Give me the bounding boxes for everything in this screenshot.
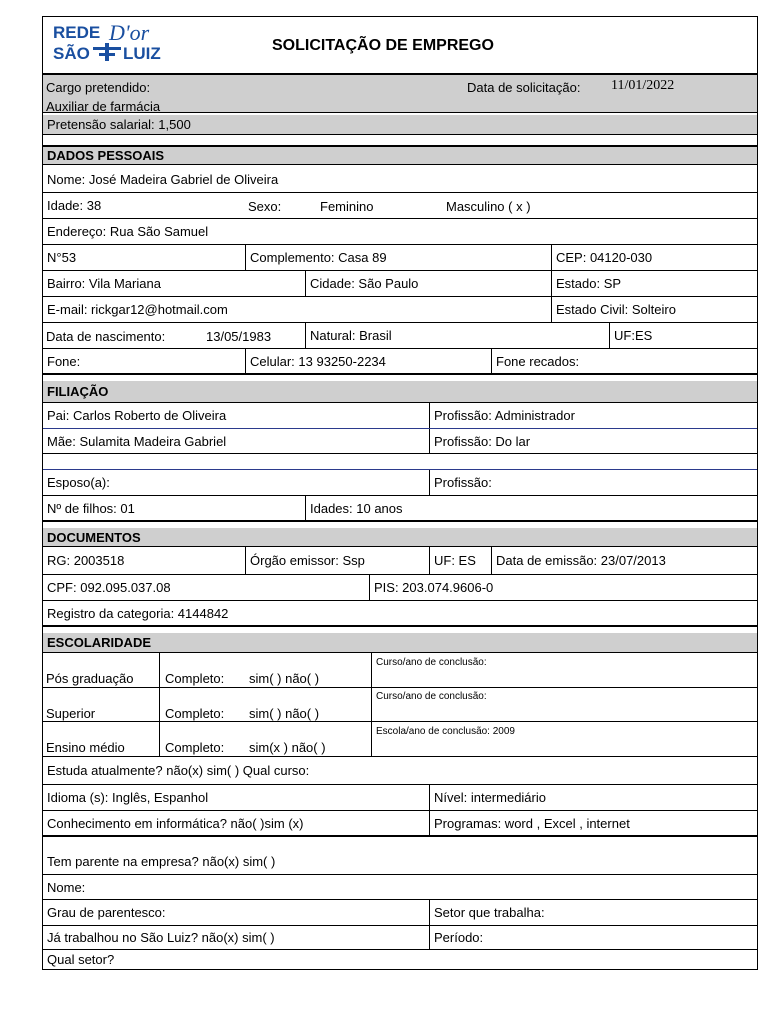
data-emissao-field[interactable]: Data de emissão: 23/07/2013 <box>491 547 757 574</box>
mae-profissao-field[interactable]: Profissão: Do lar <box>429 429 757 453</box>
svg-text:D'or: D'or <box>109 21 150 45</box>
divider <box>159 653 160 687</box>
celular-field[interactable]: Celular: 13 93250-2234 <box>245 349 491 373</box>
email-row <box>43 297 757 323</box>
logo-graphic <box>51 21 181 63</box>
idade-sexo-row <box>43 193 757 219</box>
completo-options[interactable]: sim( ) não( ) <box>249 671 320 686</box>
cargo-label: Cargo pretendido: <box>46 80 151 95</box>
pretensao-salarial[interactable]: Pretensão salarial: 1,500 <box>47 117 191 132</box>
completo-label: Completo: <box>165 740 225 755</box>
completo-label: Completo: <box>165 671 225 686</box>
numero-field[interactable]: N°53 <box>47 250 77 265</box>
grau-row <box>43 900 757 926</box>
qual-setor-field[interactable]: Qual setor? <box>47 952 115 967</box>
cargo-value[interactable]: Auxiliar de farmácia <box>46 99 161 114</box>
pis-field[interactable]: PIS: 203.074.9606-0 <box>369 575 757 600</box>
divider <box>159 722 160 756</box>
sexo-masculino-option[interactable]: Masculino ( x ) <box>446 199 531 214</box>
divider <box>371 688 372 721</box>
periodo-field[interactable]: Período: <box>429 926 757 949</box>
mae-row <box>43 429 757 454</box>
esposo-row <box>43 470 757 496</box>
data-solicitacao-value[interactable]: 11/01/2022 <box>611 78 675 93</box>
svg-text:LUIZ: LUIZ <box>123 44 161 63</box>
completo-label: Completo: <box>165 706 225 721</box>
escolaridade-row <box>43 688 757 722</box>
qual-setor-row <box>43 950 757 969</box>
trabalhou-row <box>43 926 757 950</box>
idade-field[interactable]: Idade: 38 <box>47 198 102 213</box>
divider <box>371 653 372 687</box>
cpf-field[interactable]: CPF: 092.095.037.08 <box>47 580 171 595</box>
esposo-profissao-field[interactable]: Profissão: <box>429 470 757 495</box>
svg-text:REDE: REDE <box>53 23 101 42</box>
registro-row <box>43 601 757 627</box>
nivel-idioma-field[interactable]: Nível: intermediário <box>429 785 757 810</box>
nivel-label: Superior <box>46 706 96 721</box>
escolaridade-row <box>43 722 757 757</box>
completo-options[interactable]: sim( ) não( ) <box>249 706 320 721</box>
nome-parente-field[interactable]: Nome: <box>47 879 86 895</box>
section-heading: DOCUMENTOS <box>47 529 141 545</box>
pai-row <box>43 403 757 429</box>
section-filiacao <box>43 381 757 403</box>
cpf-row <box>43 575 757 601</box>
pretensao-row <box>43 115 757 135</box>
blank-row <box>43 454 757 470</box>
curso-field[interactable]: Curso/ano de conclusão: <box>376 657 487 668</box>
filhos-field[interactable]: Nº de filhos: 01 <box>47 500 135 516</box>
grau-parentesco-field[interactable]: Grau de parentesco: <box>47 905 166 920</box>
divider <box>159 688 160 721</box>
trabalhou-field[interactable]: Já trabalhou no São Luiz? não(x) sim( ) <box>47 930 275 945</box>
estado-field[interactable]: Estado: SP <box>551 271 757 296</box>
estado-civil-field[interactable]: Estado Civil: Solteiro <box>551 297 757 322</box>
bairro-field[interactable]: Bairro: Vila Mariana <box>47 276 161 291</box>
filhos-row <box>43 496 757 522</box>
nascimento-label: Data de nascimento: <box>46 329 166 344</box>
sexo-feminino-option[interactable]: Feminino <box>320 199 374 214</box>
rg-row <box>43 547 757 575</box>
mae-field[interactable]: Mãe: Sulamita Madeira Gabriel <box>47 433 227 449</box>
fone-row <box>43 349 757 375</box>
endereco-field[interactable]: Endereço: Rua São Samuel <box>47 224 209 239</box>
pai-field[interactable]: Pai: Carlos Roberto de Oliveira <box>47 408 227 423</box>
section-documentos <box>43 528 757 547</box>
endereco-row <box>43 219 757 245</box>
divider <box>371 722 372 756</box>
cidade-field[interactable]: Cidade: São Paulo <box>305 271 551 296</box>
idioma-row <box>43 785 757 811</box>
idades-field[interactable]: Idades: 10 anos <box>305 496 757 520</box>
rg-field[interactable]: RG: 2003518 <box>47 553 125 568</box>
completo-options[interactable]: sim(x ) não( ) <box>249 740 326 755</box>
idioma-field[interactable]: Idioma (s): Inglês, Espanhol <box>47 790 209 805</box>
fone-field[interactable]: Fone: <box>47 353 81 369</box>
rede-dor-sao-luiz-logo <box>51 21 181 63</box>
nascimento-row <box>43 323 757 349</box>
informatica-row <box>43 811 757 837</box>
svg-text:SÃO: SÃO <box>53 44 90 63</box>
nivel-label: Ensino médio <box>46 740 125 755</box>
setor-trabalha-field[interactable]: Setor que trabalha: <box>429 900 757 925</box>
estuda-row <box>43 757 757 785</box>
nome-parente-row <box>43 875 757 900</box>
data-solicitacao-label: Data de solicitação: <box>467 80 581 95</box>
fone-recados-field[interactable]: Fone recados: <box>491 349 757 373</box>
uf-field[interactable]: UF:ES <box>609 323 757 348</box>
section-heading: DADOS PESSOAIS <box>47 148 165 163</box>
registro-field[interactable]: Registro da categoria: 4144842 <box>47 605 229 621</box>
informatica-field[interactable]: Conhecimento em informática? não( )sim (x) <box>47 815 304 831</box>
cep-field[interactable]: CEP: 04120-030 <box>551 245 757 270</box>
nascimento-value[interactable]: 13/05/1983 <box>206 329 272 344</box>
job-application-form <box>42 16 758 970</box>
form-title: SOLICITAÇÃO DE EMPREGO <box>272 37 494 54</box>
programas-field[interactable]: Programas: word , Excel , internet <box>429 811 757 835</box>
parente-field[interactable]: Tem parente na empresa? não(x) sim( ) <box>47 854 276 869</box>
complemento-field[interactable]: Complemento: Casa 89 <box>245 245 551 270</box>
curso-field[interactable]: Escola/ano de conclusão: 2009 <box>376 726 515 737</box>
sexo-label: Sexo: <box>248 199 282 214</box>
nivel-label: Pós graduação <box>46 671 134 686</box>
numero-row <box>43 245 757 271</box>
estuda-field[interactable]: Estuda atualmente? não(x) sim( ) Qual curso: <box>47 763 310 778</box>
esposo-field[interactable]: Esposo(a): <box>47 475 110 490</box>
natural-field[interactable]: Natural: Brasil <box>305 323 609 348</box>
nome-field[interactable]: Nome: José Madeira Gabriel de Oliveira <box>47 172 279 187</box>
section-escolaridade <box>43 633 757 653</box>
section-heading: FILIAÇÃO <box>47 384 109 399</box>
bairro-row <box>43 271 757 297</box>
orgao-emissor-field[interactable]: Órgão emissor: Ssp <box>245 547 429 574</box>
pai-profissao-field[interactable]: Profissão: Administrador <box>429 403 757 428</box>
parente-row <box>43 849 757 875</box>
section-dados-pessoais <box>43 145 757 165</box>
section-heading: ESCOLARIDADE <box>47 635 152 650</box>
curso-field[interactable]: Curso/ano de conclusão: <box>376 691 487 702</box>
nome-row <box>43 167 757 193</box>
header-block <box>43 73 757 113</box>
escolaridade-row <box>43 653 757 688</box>
email-field[interactable]: E-mail: rickgar12@hotmail.com <box>47 302 228 317</box>
rg-uf-field[interactable]: UF: ES <box>429 547 491 574</box>
